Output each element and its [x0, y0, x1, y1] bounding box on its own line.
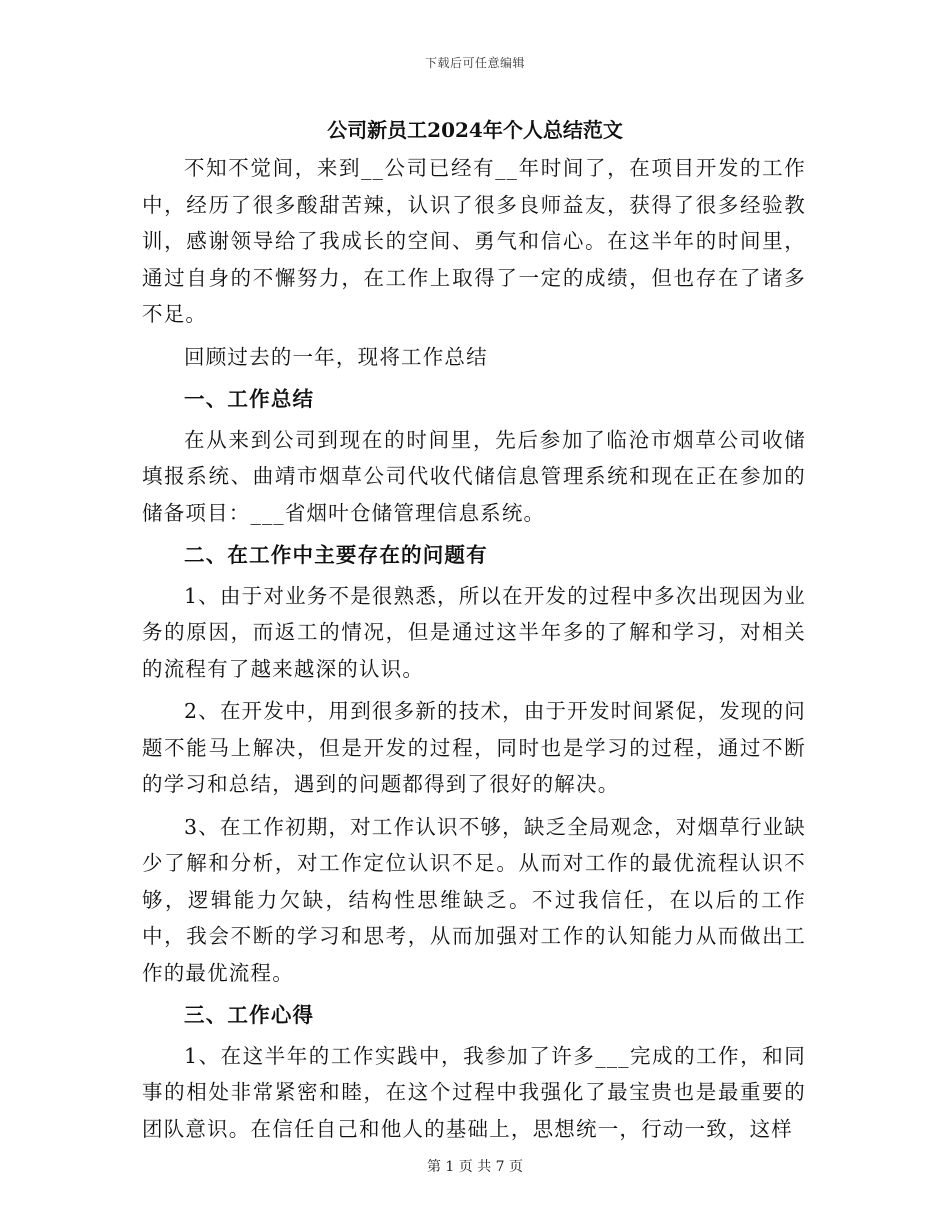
page-indicator: 第 1 页 共 7 页	[426, 1159, 524, 1175]
paragraph-review: 回顾过去的一年，现将工作总结	[184, 344, 488, 369]
section-heading-insights: 三、工作心得	[184, 1003, 315, 1027]
section-heading-problems: 二、在工作中主要存在的问题有	[184, 543, 488, 567]
paragraph-intro: 不知不觉间，来到__公司已经有__年时间了，在项目开发的工作中，经历了很多酸甜苦辣，认识了很多良师益友，获得了很多经验教训，感谢领导给了我成长的空间、勇气和信心。在这半年的时间里，通过自身的不懈努力，在工作上取得了一定的成绩，但也存在了诸多不足。	[142, 156, 806, 326]
paragraph-problem-3: 3、在工作初期，对工作认识不够，缺乏全局观念，对烟草行业缺少了解和分析，对工作定位认识不足。从而对工作的最优流程认识不够，逻辑能力欠缺，结构性思维缺乏。不过我信任，在以后的工作中，我会不断的学习和思考，从而加强对工作的认知能力从而做出工作的最优流程。	[142, 814, 806, 985]
document-title: 公司新员工2024年个人总结范文	[327, 118, 623, 142]
header-note: 下载后可任意编辑	[424, 56, 525, 70]
section-heading-work-summary: 一、工作总结	[184, 387, 315, 411]
document-body	[142, 150, 806, 1147]
paragraph-problem-1: 1、由于对业务不是很熟悉，所以在开发的过程中多次出现因为业务的原因，而返工的情况，但是通过这半年多的了解和学习，对相关的流程有了越来越深的认识。	[142, 583, 806, 681]
paragraph-problem-2: 2、在开发中，用到很多新的技术，由于开发时间紧促，发现的问题不能马上解决，但是开发的过程，同时也是学习的过程，通过不断的学习和总结，遇到的问题都得到了很好的解决。	[142, 699, 806, 796]
paragraph-work-summary: 在从来到公司到现在的时间里，先后参加了临沧市烟草公司收储填报系统、曲靖市烟草公司代收代储信息管理系统和现在正在参加的储备项目：___省烟叶仓储管理信息系统。	[142, 427, 806, 525]
paragraph-insight-1: 1、在这半年的工作实践中，我参加了许多___完成的工作，和同事的相处非常紧密和睦，在这个过程中我强化了最宝贵也是最重要的团队意识。在信任自己和他人的基础上，思想统一，行动一致，这样	[142, 1043, 806, 1141]
